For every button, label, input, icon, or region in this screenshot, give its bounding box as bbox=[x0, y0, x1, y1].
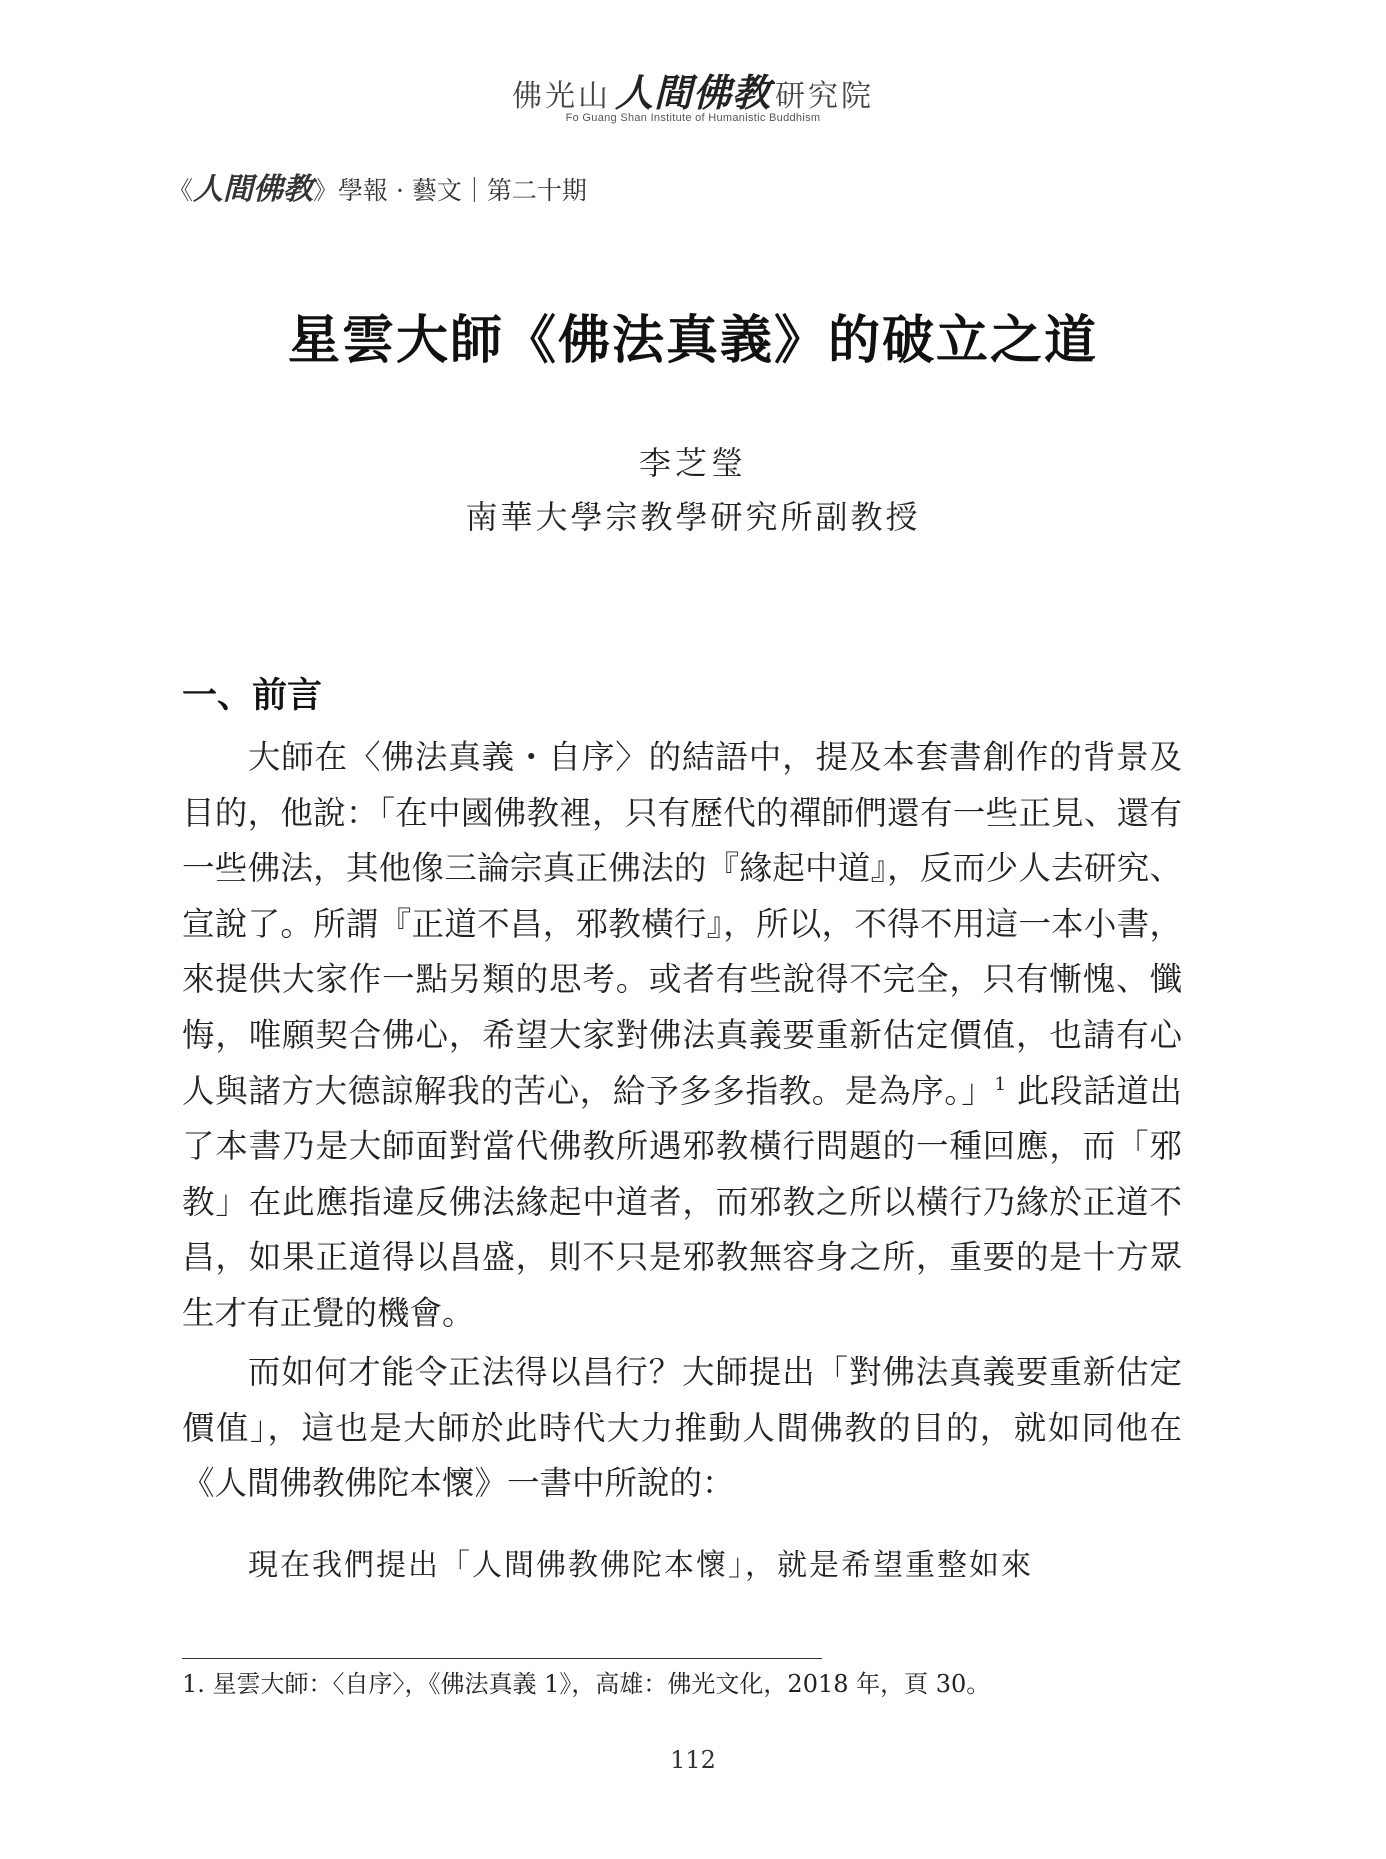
article-title: 星雲大師《佛法真義》的破立之道 bbox=[287, 310, 1098, 371]
journal-issue-line bbox=[168, 164, 587, 208]
institute-english-name: Fo Guang Shan Institute of Humanistic Buddhism bbox=[565, 112, 821, 124]
journal-open-bracket: 《 bbox=[168, 176, 194, 205]
paragraph-2-text: 而如何才能令正法得以昌行？大師提出「對佛法真義要重新估定價值」，這也是大師於此時代大力推動人間佛教的目的，就如同他在《人間佛教佛陀本懷》一書中所說的： bbox=[182, 1353, 1182, 1503]
block-quote: 現在我們提出「人間佛教佛陀本懷」，就是希望重整如來 bbox=[248, 1548, 1033, 1583]
footnote-1: 1. 星雲大師：〈自序〉，《佛法真義 1》，高雄：佛光文化，2018 年，頁 30。 bbox=[182, 1670, 991, 1698]
page-number: 112 bbox=[670, 1746, 716, 1774]
institute-suffix: 研究院 bbox=[775, 79, 874, 114]
author-affiliation: 南華大學宗教學研究所副教授 bbox=[465, 498, 921, 536]
footnote-divider bbox=[182, 1658, 822, 1659]
journal-brand: 人間佛教 bbox=[193, 172, 314, 207]
body-paragraph-1 bbox=[182, 730, 1182, 1342]
author-name: 李芝瑩 bbox=[638, 444, 747, 482]
journal-issue: 》學報 · 藝文｜第二十期 bbox=[313, 176, 587, 205]
paragraph-1-text-b: 此段話道出了本書乃是大師面對當代佛教所遇邪教橫行問題的一種回應，而「邪教」在此應指違反佛法緣起中道者，而邪教之所以橫行乃緣於正道不昌，如果正道得以昌盛，則不只是邪教無容身之所，重要的是十方眾生才有正覺的機會。 bbox=[182, 1071, 1182, 1332]
institute-prefix: 佛光山 bbox=[511, 79, 611, 114]
body-paragraph-2 bbox=[182, 1345, 1182, 1512]
institute-name bbox=[0, 62, 1386, 117]
footnote-reference[interactable]: 1 bbox=[994, 1073, 1006, 1095]
paragraph-1-text-a: 大師在〈佛法真義・自序〉的結語中，提及本套書創作的背景及目的，他說：「在中國佛教裡，只有歷代的禪師們還有一些正見、還有一些佛法，其他像三論宗真正佛法的『緣起中道』，反而少人去研究、宣說了。所謂『正道不昌，邪教橫行』，所以，不得不用這一本小書，來提供大家作一點另類的思考。或者有些說得不完全，只有慚愧、懺悔，唯願契合佛心，希望大家對佛法真義要重新估定價值，也請有心人與諸方大德諒解我的苦心，給予多多指教。是為序。」 bbox=[182, 738, 1182, 1110]
institute-brand-logo: 人間佛教 bbox=[614, 71, 771, 115]
section-heading: 一、前言 bbox=[182, 675, 323, 716]
